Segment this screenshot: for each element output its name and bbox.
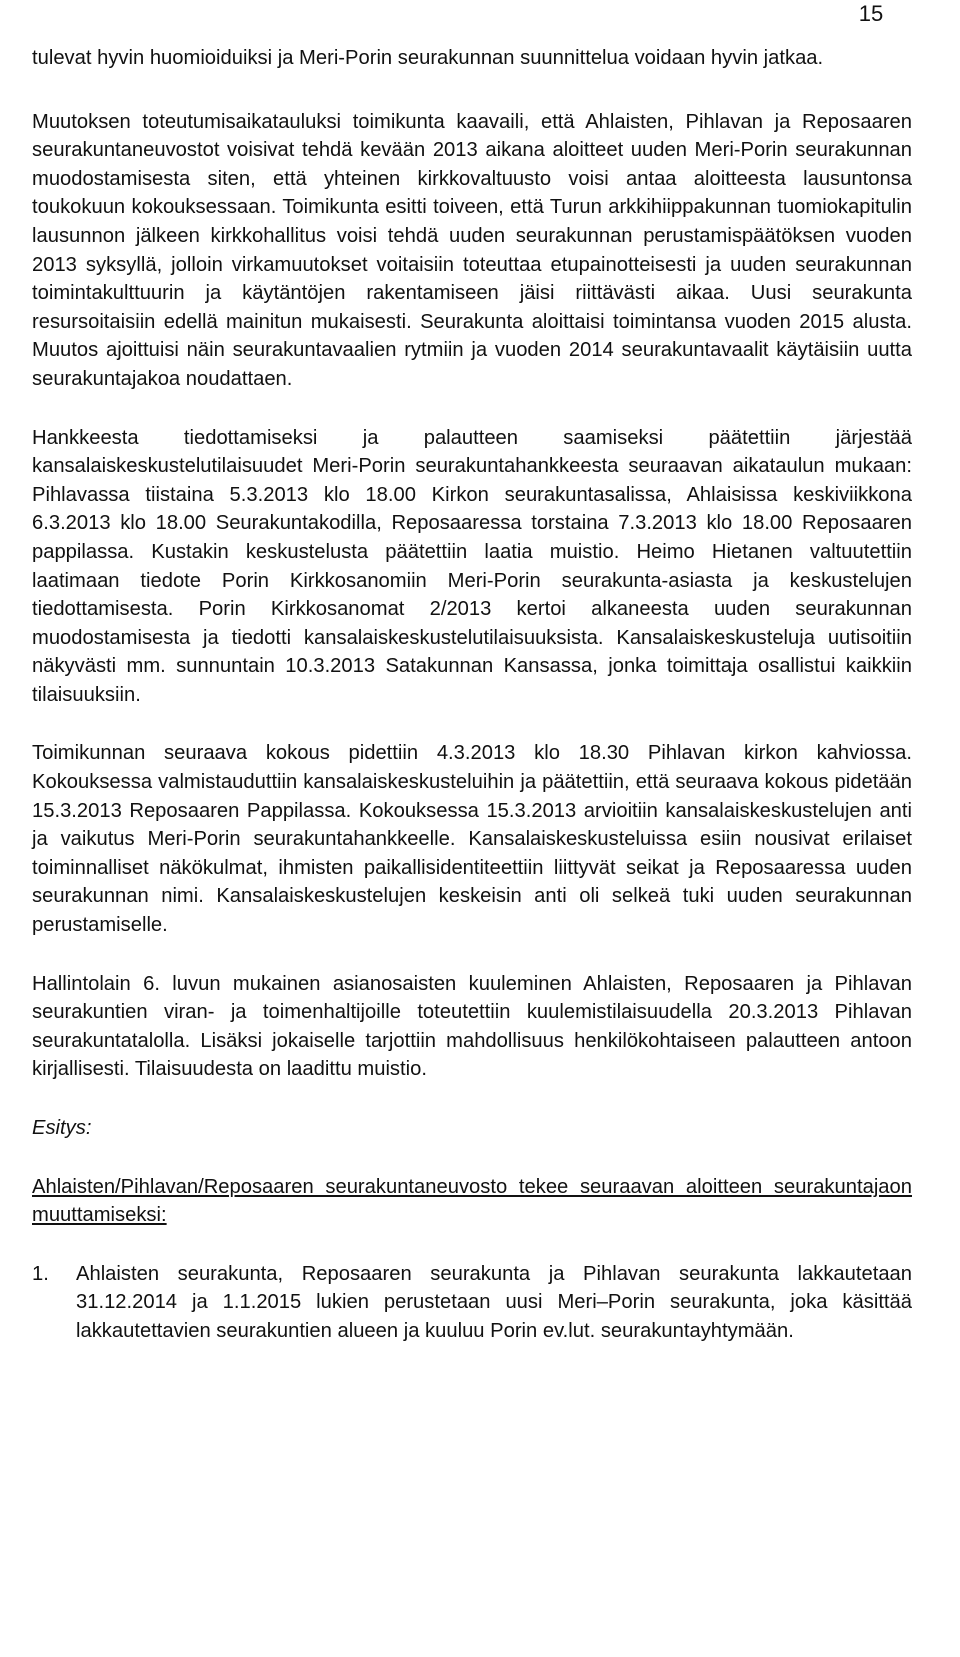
list-item-number: 1. — [32, 1262, 49, 1285]
paragraph-hearing: Hallintolain 6. luvun mukainen asianosaisten kuuleminen Ahlaisten, Reposaaren ja Pihlavan seurakuntien viran- ja toimenhaltijoille toteutettiin kuulemistilaisuudella 20.3.2013 Pihlavan seurakuntatalolla. Lisäksi jokaiselle tarjottiin mahdollisuus henkilökohtaiseen palautteen antoon kirjallisesti. Tilaisuudesta on laadittu muistio. — [32, 972, 912, 1081]
document-body — [32, 44, 912, 1346]
paragraph-public-discussions: Hankkeesta tiedottamiseksi ja palautteen saamiseksi päätettiin järjestää kansalaiskeskustelutilaisuudet Meri-Porin seurakuntahankkeesta seuraavan aikataulun mukaan: Pihlavassa tiistaina 5.3.2013 klo 18.00 Kirkon seurakuntasalissa, Ahlaisissa keskiviikkona 6.3.2013 klo 18.00 Seurakuntakodilla, Reposaaressa torstaina 7.3.2013 klo 18.00 Reposaaren pappilassa. Kustakin keskustelusta päätettiin laatia muistio. Heimo Hietanen valtuutettiin laatimaan tiedote Porin Kirkkosanomiin Meri-Porin seurakunta-asiasta ja keskustelujen tiedottamisesta. Porin Kirkkosanomat 2/2013 kertoi alkaneesta uuden seurakunnan muodostamisesta ja tiedotti kansalaiskeskustelutilaisuuksista. Kansalaiskeskusteluja uutisoitiin näkyvästi mm. sunnuntain 10.3.2013 Satakunnan Kansassa, jonka toimittaja osallistui kaikkiin tilaisuuksiin. — [32, 426, 912, 706]
proposal-heading: Ahlaisten/Pihlavan/Reposaaren seurakuntaneuvosto tekee seuraavan aloitteen seurakuntajaon muuttamiseksi: — [32, 1175, 912, 1227]
page-number: 15 — [858, 1, 884, 26]
paragraph-schedule: Muutoksen toteutumisaikatauluksi toimikunta kaavaili, että Ahlaisten, Pihlavan ja Reposaaren seurakuntaneuvostot voisivat tehdä kevään 2013 aikana aloitteet uuden Meri-Porin seurakunnan muodostamisesta siten, että yhteinen kirkkovaltuusto voisi antaa aloitteesta lausuntonsa toukokuun kokouksessaan. Toimikunta esitti toiveen, että Turun arkkihiippakunnan tuomiokapitulin lausunnon jälkeen kirkkohallitus voisi tehdä uuden seurakunnan perustamispäätöksen vuoden 2013 syksyllä, jolloin virkamuutokset voitaisiin toteuttaa etupainotteisesti ja uuden seurakunnan toimintakulttuurin ja käytäntöjen rakentamiseen jäisi riittävästi aikaa. Uusi seurakunta resursoitaisiin edellä mainitun mukaisesti. Seurakunta aloittaisi toimintansa vuoden 2015 alusta. Muutos ajoittuisi näin seurakuntavaalien rytmiin ja vuoden 2014 seurakuntavaalit käytäisiin uutta seurakuntajakoa noudattaen. — [32, 110, 912, 390]
list-item — [32, 1260, 912, 1346]
paragraph-next-meeting: Toimikunnan seuraava kokous pidettiin 4.3.2013 klo 18.30 Pihlavan kirkon kahviossa. Kokouksessa valmistauduttiin kansalaiskeskusteluihin ja päätettiin, että seuraava kokous pidetään 15.3.2013 Reposaaren Pappilassa. Kokouksessa 15.3.2013 arvioitiin kansalaiskeskustelujen anti ja vaikutus Meri-Porin seurakuntahankkeelle. Kansalaiskeskusteluissa esiin nousivat erilaiset toiminnalliset näkökulmat, ihmisten paikallisidentiteettiin liittyvät seikat ja Reposaaressa uuden seurakunnan nimi. Kansalaiskeskustelujen keskeisin anti oli selkeä tuki uuden seurakunnan perustamiselle. — [32, 742, 912, 937]
paragraph-continuation: tulevat hyvin huomioiduiksi ja Meri-Porin seurakunnan suunnittelua voidaan hyvin jatkaa. — [32, 47, 824, 69]
esitys-label: Esitys: — [32, 1117, 92, 1139]
list-item-text: Ahlaisten seurakunta, Reposaaren seurakunta ja Pihlavan seurakunta lakkautetaan 31.12.2014 ja 1.1.2015 lukien perustetaan uusi Meri–Porin seurakunta, joka käsittää lakkautettavien seurakuntien alueen ja kuuluu Porin ev.lut. seurakuntayhtymään. — [76, 1262, 912, 1342]
